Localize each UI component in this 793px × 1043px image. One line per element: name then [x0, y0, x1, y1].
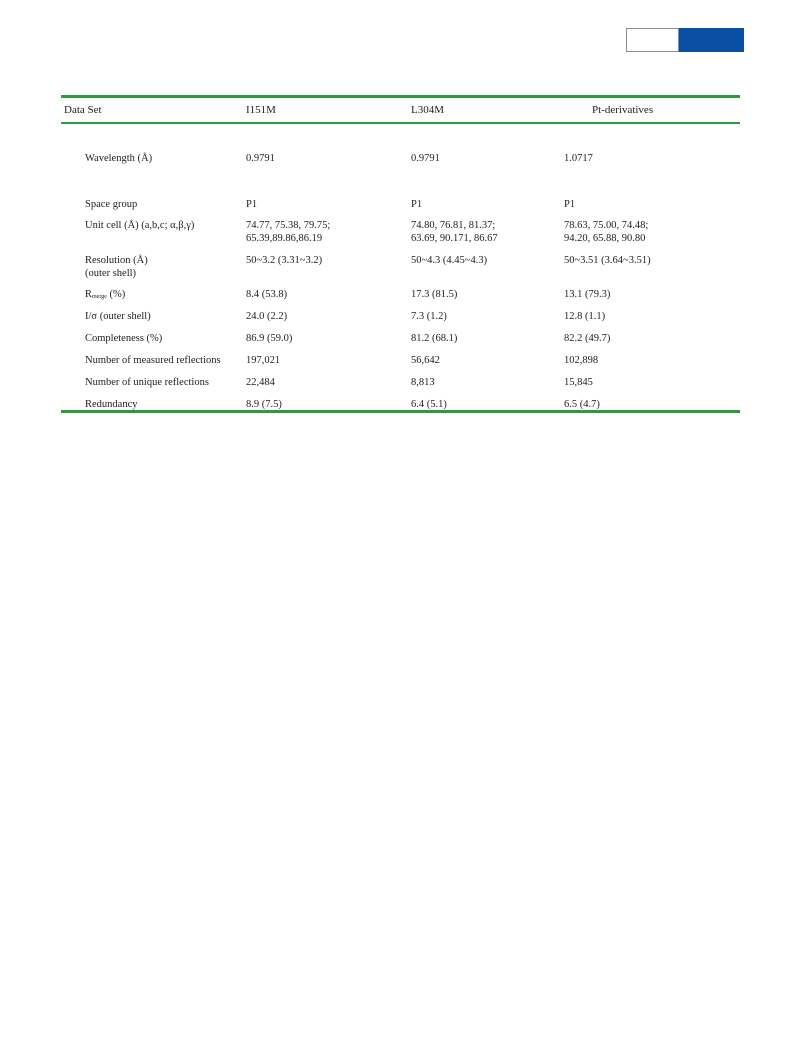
header-pt-derivatives: Pt-derivatives — [592, 104, 654, 116]
header-i151m: I151M — [246, 104, 276, 116]
cell-pt: 82.2 (49.7) — [564, 333, 611, 344]
cell-i151m: 8.9 (7.5) — [246, 399, 282, 410]
header-data-set: Data Set — [64, 104, 102, 116]
cell-i151m: 24.0 (2.2) — [246, 311, 288, 322]
row-label: Number of measured reflections — [85, 355, 221, 366]
cell-line-1: 74.80, 76.81, 81.37; — [411, 220, 496, 231]
row-label-main: R — [85, 289, 93, 300]
cell-i151m: 0.9791 — [246, 153, 275, 164]
cell-l304m: 50~4.3 (4.45~4.3) — [411, 255, 488, 266]
data-collection-table — [61, 95, 740, 413]
header-l304m: L304M — [411, 104, 444, 116]
row-label: Unit cell (Å) (a,b,c; α,β,γ) — [85, 220, 195, 231]
cell-line-1: 78.63, 75.00, 74.48; — [564, 220, 649, 231]
cell-i151m: 50~3.2 (3.31~3.2) — [246, 255, 323, 266]
cell-i151m — [246, 219, 330, 245]
cell-line-2: 65.39,89.86,86.19 — [246, 233, 323, 244]
row-label: I/σ (outer shell) — [85, 311, 151, 322]
row-label: Space group — [85, 199, 138, 210]
table-header-row — [61, 98, 740, 122]
cell-pt: 6.5 (4.7) — [564, 399, 600, 410]
row-label-line-1: Resolution (Å) — [85, 255, 148, 266]
cell-pt: P1 — [564, 199, 576, 210]
row-label-line-2: (outer shell) — [85, 268, 137, 279]
cell-i151m: P1 — [246, 199, 258, 210]
cell-i151m: 22,484 — [246, 377, 275, 388]
row-label: Wavelength (Å) — [85, 153, 153, 164]
table-body — [61, 124, 740, 410]
cell-l304m — [411, 219, 498, 245]
cell-l304m: 17.3 (81.5) — [411, 289, 458, 300]
cell-l304m: 56,642 — [411, 355, 440, 366]
row-label-tail: (%) — [106, 289, 126, 300]
cell-i151m: 86.9 (59.0) — [246, 333, 293, 344]
journal-badge-white-box — [626, 28, 679, 52]
cell-line-2: 63.69, 90.171, 86.67 — [411, 233, 498, 244]
row-label — [85, 254, 148, 280]
cell-pt: 102,898 — [564, 355, 599, 366]
cell-pt — [564, 219, 648, 245]
journal-badge — [626, 28, 744, 52]
cell-pt: 12.8 (1.1) — [564, 311, 606, 322]
cell-l304m: 8,813 — [411, 377, 435, 388]
cell-pt: 50~3.51 (3.64~3.51) — [564, 255, 651, 266]
cell-l304m: 7.3 (1.2) — [411, 311, 447, 322]
cell-pt: 15,845 — [564, 377, 593, 388]
row-label: Completeness (%) — [85, 333, 163, 344]
row-label — [85, 288, 125, 304]
row-label: Redundancy — [85, 399, 138, 410]
cell-l304m: P1 — [411, 199, 423, 210]
cell-l304m: 81.2 (68.1) — [411, 333, 458, 344]
cell-pt: 13.1 (79.3) — [564, 289, 611, 300]
cell-pt: 1.0717 — [564, 153, 593, 164]
cell-i151m: 197,021 — [246, 355, 281, 366]
cell-line-1: 74.77, 75.38, 79.75; — [246, 220, 331, 231]
cell-i151m: 8.4 (53.8) — [246, 289, 288, 300]
row-label: Number of unique reflections — [85, 377, 209, 388]
cell-l304m: 0.9791 — [411, 153, 440, 164]
journal-badge-blue-box — [679, 28, 744, 52]
cell-l304m: 6.4 (5.1) — [411, 399, 447, 410]
table-bottom-rule — [61, 410, 740, 413]
cell-line-2: 94.20, 65.88, 90.80 — [564, 233, 646, 244]
row-label-subscript: merge — [92, 294, 107, 300]
